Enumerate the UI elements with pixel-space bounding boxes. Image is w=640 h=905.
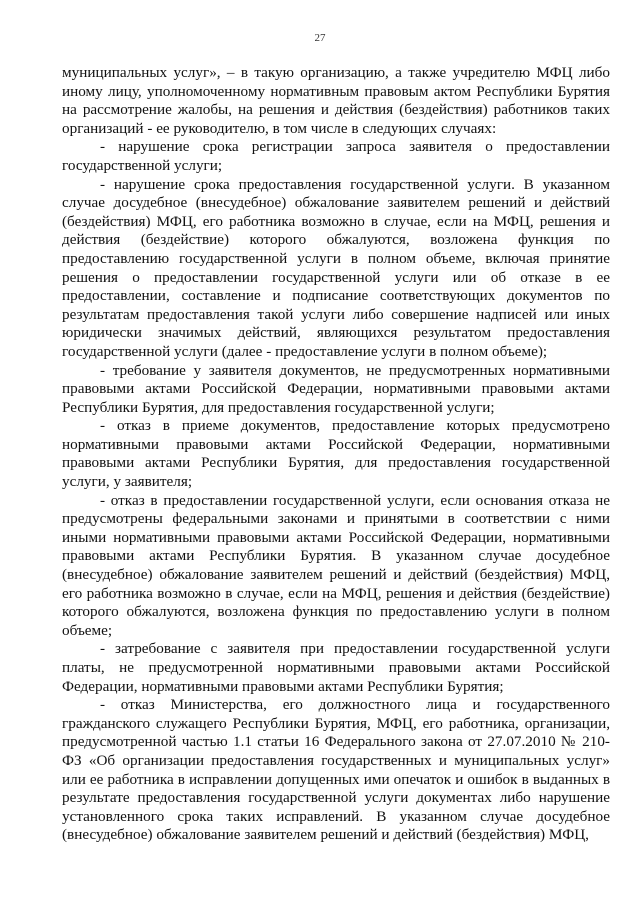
list-item-extra-documents: - требование у заявителя документов, не предусмотренных нормативными правовыми актами Российской Федерации, нормативными правовыми актами Республики Бурятия, для предоставления государственной услуги;: [62, 361, 610, 416]
list-item-fee-demand: - затребование с заявителя при предоставлении государственной услуги платы, не предусмотренной нормативными правовыми актами Российской Федерации, нормативными правовыми актами Республики Бурятия;: [62, 640, 610, 695]
page-number: 27: [314, 32, 326, 44]
list-item-registration-deadline: - нарушение срока регистрации запроса заявителя о предоставлении государственной услуги;: [62, 138, 610, 174]
list-item-refusal-acceptance: - отказ в приеме документов, предоставление которых предусмотрено нормативными правовыми актами Российской Федерации, нормативными правовыми актами Республики Бурятия, для предоставления государственной услуги, у заявителя;: [62, 417, 610, 491]
list-item-refusal-service: - отказ в предоставлении государственной услуги, если основания отказа не предусмотрены федеральными законами и принятыми в соответствии с ними иными нормативными правовыми актами Российской Федерации, нормативными правовыми актами Республики Бурятия. В указанном случае досудебное (внесудебное) обжалование заявителем решений и действий (бездействия) МФЦ, его работника возможно в случае, если на МФЦ, решения и действия (бездействие) которого обжалуются, возложена функция по предоставлению услуги в полном объеме;: [62, 491, 610, 639]
list-item-service-deadline: - нарушение срока предоставления государственной услуги. В указанном случае досудебное (внесудебное) обжалование заявителем решений и действий (бездействия) МФЦ, его работника возможно в случае, если на МФЦ, решения и действия (бездействие) которого обжалуются, возложена функция по предоставлению государственной услуги в полном объеме, включая принятие решения о предоставлении государственной услуги или об отказе в ее предоставлении, составление и подписание соответствующих документов по результатам предоставления такой услуги либо совершение надписей или иных юридически значимых действий, являющихся результатом предоставления государственной услуги (далее - предоставление услуги в полном объеме);: [62, 175, 610, 360]
document-body: [62, 64, 610, 845]
paragraph-intro: муниципальных услуг», – в такую организацию, а также учредителю МФЦ либо иному лицу, уполномоченному нормативным правовым актом Республики Бурятия на рассмотрение жалобы, на решения и действия (бездействия) работников таких организаций - ее руководителю, в том числе в следующих случаях:: [62, 64, 610, 137]
list-item-correction-refusal: - отказ Министерства, его должностного лица и государственного гражданского служащего Республики Бурятия, МФЦ, его работника, организации, предусмотренной частью 1.1 статьи 16 Федерального закона от 27.07.2010 № 210-ФЗ «Об организации предоставления государственных и муниципальных услуг» или ее работника в исправлении допущенных ими опечаток и ошибок в выданных в результате предоставления государственной услуги документах либо нарушение установленного срока таких исправлений. В указанном случае досудебное (внесудебное) обжалование заявителем решений и действий (бездействия) МФЦ,: [62, 696, 610, 844]
